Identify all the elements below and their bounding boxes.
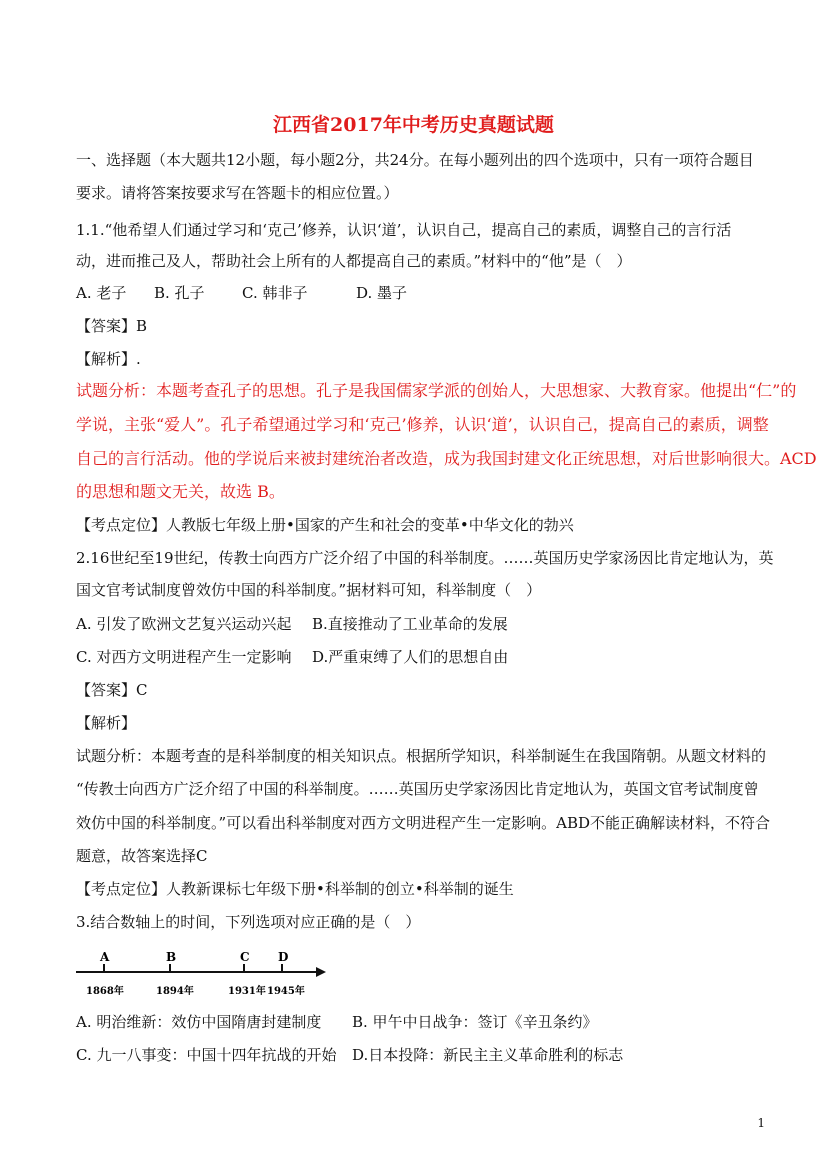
q1-answer: 【答案】B	[76, 317, 148, 335]
q2-analysis-line-3: 效仿中国的科举制度。”可以看出科举制度对西方文明进程产生一定影响。ABD不能正确解读材料，不符合	[76, 814, 771, 832]
q1-options	[76, 283, 766, 303]
q2-option-a: A. 引发了欧洲文艺复兴运动兴起	[76, 615, 292, 633]
page-title: 江西省2017年中考历史真题试题	[273, 114, 554, 136]
q1-analysis-line-2: 学说，主张“爱人”。孔子希望通过学习和‘克己’修养，认识‘道’，认识自己，提高自己的素质，调整	[76, 415, 769, 434]
q2-point: 【考点定位】人教新课标七年级下册•科举制的创立•科举制的诞生	[76, 880, 514, 898]
timeline-label-a: A	[100, 950, 110, 964]
q2-option-b: B.直接推动了工业革命的发展	[312, 615, 508, 633]
q2-options-row-2	[76, 647, 766, 667]
section-header-line-1: 一、选择题（本大题共12小题，每小题2分，共24分。在每小题列出的四个选项中，只有一项符合题目	[76, 151, 754, 169]
q1-analysis-line-4: 的思想和题文无关，故选 B。	[76, 482, 285, 501]
q3-option-a: A. 明治维新：效仿中国隋唐封建制度	[76, 1013, 322, 1031]
q2-stem-line-2: 国文官考试制度曾效仿中国的科举制度。”据材料可知，科举制度（ ）	[76, 581, 542, 599]
q3-option-d: D.日本投降：新民主主义革命胜利的标志	[352, 1046, 624, 1064]
q1-analysis-line-1: 试题分析：本题考查孔子的思想。孔子是我国儒家学派的创始人，大思想家、大教育家。他提出“仁”的	[76, 381, 797, 400]
q2-analysis-line-4: 题意，故答案选择C	[76, 847, 208, 865]
q1-option-b: B. 孔子	[154, 284, 205, 302]
q2-option-d: D.严重束缚了人们的思想自由	[312, 648, 509, 666]
timeline-year-d: 1945年	[267, 986, 305, 997]
q3-options-row-1	[76, 1012, 766, 1032]
q1-analysis-label: 【解析】.	[76, 350, 141, 368]
q1-stem-line-1: 1.1.“他希望人们通过学习和‘克己’修养，认识‘道’，认识自己，提高自己的素质，调整自己的言行活	[76, 221, 732, 239]
timeline-year-c: 1931年	[228, 986, 266, 997]
timeline-year-b: 1894年	[156, 986, 194, 997]
q1-option-c: C. 韩非子	[242, 284, 308, 302]
q2-analysis-line-2: “传教士向西方广泛介绍了中国的科举制度。……英国历史学家汤因比肯定地认为，英国文官考试制度曾	[76, 780, 759, 798]
q2-answer: 【答案】C	[76, 681, 148, 699]
timeline-label-d: D	[278, 950, 289, 964]
q2-option-c: C. 对西方文明进程产生一定影响	[76, 648, 292, 666]
q1-option-d: D. 墨子	[356, 284, 408, 302]
q1-option-a: A. 老子	[76, 284, 127, 302]
timeline-arrow	[316, 967, 326, 977]
timeline-figure	[70, 944, 340, 1000]
timeline-label-b: B	[166, 950, 177, 964]
timeline-label-c: C	[240, 950, 250, 964]
q2-analysis-label: 【解析】	[76, 714, 137, 732]
q2-options-row-1	[76, 614, 766, 634]
q2-analysis-line-1: 试题分析：本题考查的是科举制度的相关知识点。根据所学知识，科举制诞生在我国隋朝。从题文材料的	[76, 747, 767, 765]
timeline-year-a: 1868年	[86, 986, 124, 997]
q3-stem: 3.结合数轴上的时间，下列选项对应正确的是（ ）	[76, 913, 421, 931]
q3-option-b: B. 甲午中日战争：签订《辛丑条约》	[352, 1013, 598, 1031]
section-header-line-2: 要求。请将答案按要求写在答题卡的相应位置。）	[76, 184, 399, 202]
page-number: 1	[757, 1116, 765, 1130]
q3-options-row-2	[76, 1045, 766, 1065]
q3-option-c: C. 九一八事变：中国十四年抗战的开始	[76, 1046, 337, 1064]
q1-analysis-line-3: 自己的言行活动。他的学说后来被封建统治者改造，成为我国封建文化正统思想，对后世影响很大。ACD	[76, 449, 817, 468]
q2-stem-line-1: 2.16世纪至19世纪，传教士向西方广泛介绍了中国的科举制度。……英国历史学家汤因比肯定地认为，英	[76, 549, 774, 567]
q1-point: 【考点定位】人教版七年级上册•国家的产生和社会的变革•中华文化的勃兴	[76, 516, 574, 534]
q1-stem-line-2: 动，进而推己及人，帮助社会上所有的人都提高自己的素质。”材料中的“他”是（ ）	[76, 252, 632, 270]
